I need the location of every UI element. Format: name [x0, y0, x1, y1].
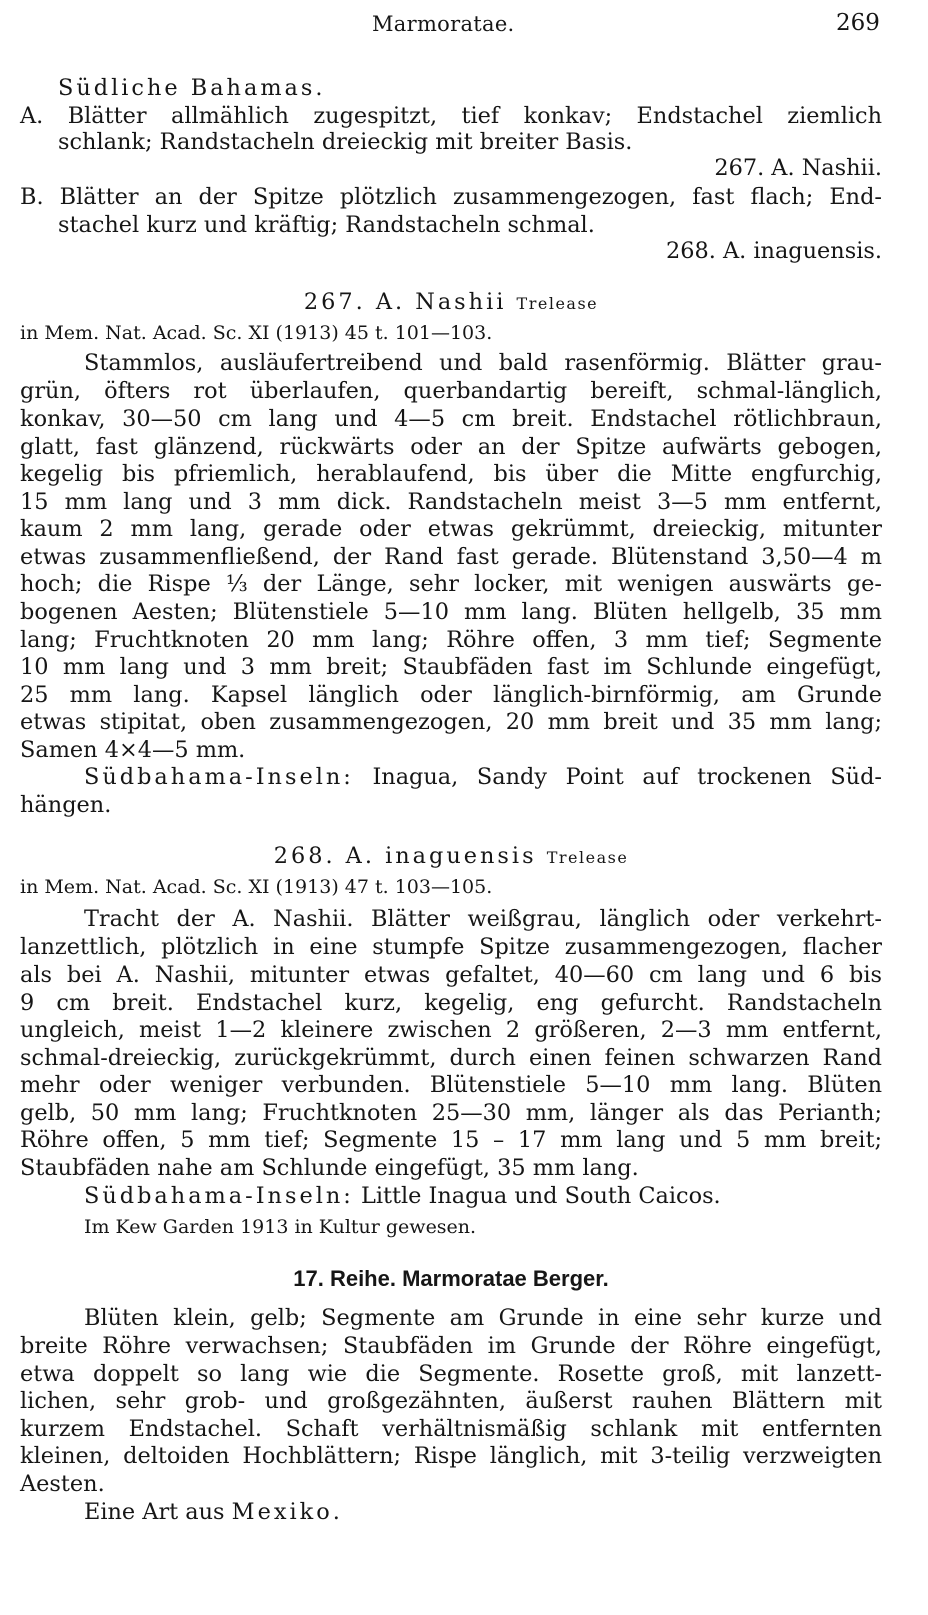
species-268-distribution-label: Südbahama-Inseln:: [84, 1183, 354, 1209]
species-268-desc-line: lanzettlich, plötzlich in eine stumpfe Spitze zusammengezogen, flacher: [20, 934, 882, 960]
series-17-desc-line: kurzem Endstachel. Schaft verhältnismäßig schlank mit entfernten: [20, 1416, 882, 1442]
species-267-distribution: [84, 762, 882, 792]
key-b-line-1: B. Blätter an der Spitze plötzlich zusammengezogen, fast flach; End-: [20, 184, 882, 210]
page-number: 269: [836, 10, 880, 36]
species-267-desc-line: konkav, 30—50 cm lang und 4—5 cm breit. Endstachel rötlichbraun,: [20, 406, 882, 432]
species-268-desc-line: Röhre offen, 5 mm tief; Segmente 15 – 17 mm lang und 5 mm breit;: [20, 1127, 882, 1153]
species-268-desc-line: mehr oder weniger verbunden. Blütenstiele 5—10 mm lang. Blüten: [20, 1072, 882, 1098]
species-267-desc-line: 15 mm lang und 3 mm dick. Randstacheln meist 3—5 mm entfernt,: [20, 489, 882, 515]
species-267-name: 267. A. Nashii: [303, 289, 517, 315]
species-267-desc-line: Stammlos, ausläufertreibend und bald rasenförmig. Blätter grau-: [84, 350, 882, 376]
species-267-desc-line: grün, öfters rot überlaufen, querbandartig bereift, schmal-länglich,: [20, 378, 882, 404]
species-267-desc-line: glatt, fast glänzend, rückwärts oder an der Spitze aufwärts gebogen,: [20, 434, 882, 460]
series-17-desc-line: Aesten.: [20, 1471, 105, 1497]
species-268-desc-line: schmal-dreieckig, zurückgekrümmt, durch einen feinen schwarzen Rand: [20, 1045, 882, 1071]
species-268-desc-line: Staubfäden nahe am Schlunde eingefügt, 35 mm lang.: [20, 1155, 639, 1181]
series-17-desc-line: kleinen, deltoiden Hochblättern; Rispe länglich, mit 3-teilig verzweigten: [20, 1443, 882, 1469]
species-267-distribution-label: Südbahama-Inseln:: [84, 764, 354, 790]
series-17-closing: [84, 1497, 882, 1527]
series-17-desc-line: breite Röhre verwachsen; Staubfäden im Grunde der Röhre eingefügt,: [20, 1333, 882, 1359]
species-267-desc-line: kegelig bis pfriemlich, herablaufend, bis über die Mitte engfurchig,: [20, 461, 882, 487]
species-268-distribution: [84, 1181, 882, 1211]
species-268-desc-line: Tracht der A. Nashii. Blätter weißgrau, länglich oder verkehrt-: [84, 906, 882, 932]
series-17-desc-line: lichen, sehr grob- und großgezähnten, äußerst rauhen Blättern mit: [20, 1388, 882, 1414]
key-b-line-2: stachel kurz und kräftig; Randstacheln schmal.: [58, 212, 595, 238]
species-268-author: Trelease: [546, 848, 629, 867]
species-267-desc-line: etwas stipitat, oben zusammengezogen, 20 mm breit und 35 mm lang;: [20, 709, 882, 735]
key-a-result: 267. A. Nashii.: [714, 155, 882, 181]
species-268-heading: [20, 841, 882, 873]
series-17-closing-place: Mexiko: [231, 1499, 333, 1525]
key-b-result: 268. A. inaguensis.: [666, 238, 882, 264]
species-267-desc-line: etwas zusammenfließend, der Rand fast gerade. Blütenstand 3,50—4 m: [20, 544, 882, 570]
species-268-note: Im Kew Garden 1913 in Kultur gewesen.: [84, 1216, 477, 1238]
series-17-desc-line: Blüten klein, gelb; Segmente am Grunde in eine sehr kurze und: [84, 1305, 882, 1331]
series-17-closing-prefix: Eine Art aus: [84, 1499, 232, 1525]
species-267-distribution-text: Inagua, Sandy Point auf trockenen Süd-: [353, 764, 882, 790]
species-268-desc-line: gelb, 50 mm lang; Fruchtknoten 25—30 mm, länger als das Perianth;: [20, 1100, 882, 1126]
species-268-desc-line: ungleich, meist 1—2 kleinere zwischen 2 größeren, 2—3 mm entfernt,: [20, 1017, 882, 1043]
species-267-desc-line: Samen 4×4—5 mm.: [20, 737, 246, 763]
species-267-desc-line: bogenen Aesten; Blütenstiele 5—10 mm lang. Blüten hellgelb, 35 mm: [20, 599, 882, 625]
species-267-desc-line: 25 mm lang. Kapsel länglich oder länglich-birnförmig, am Grunde: [20, 682, 882, 708]
series-17-desc-line: etwa doppelt so lang wie die Segmente. Rosette groß, mit lanzett-: [20, 1361, 882, 1387]
species-267-author: Trelease: [516, 294, 599, 313]
running-header-title: Marmoratae.: [372, 12, 515, 36]
species-268-reference: in Mem. Nat. Acad. Sc. XI (1913) 47 t. 103—105.: [20, 876, 493, 898]
series-17-closing-suffix: .: [332, 1499, 340, 1525]
species-267-distribution-cont: hängen.: [20, 792, 112, 818]
species-267-desc-line: kaum 2 mm lang, gerade oder etwas gekrümmt, dreieckig, mitunter: [20, 516, 882, 542]
species-268-desc-line: als bei A. Nashii, mitunter etwas gefaltet, 40—60 cm lang und 6 bis: [20, 962, 882, 988]
species-267-desc-line: lang; Fruchtknoten 20 mm lang; Röhre offen, 3 mm tief; Segmente: [20, 627, 882, 653]
species-268-distribution-text: Little Inagua und South Caicos.: [353, 1183, 721, 1209]
species-268-desc-line: 9 cm breit. Endstachel kurz, kegelig, eng gefurcht. Randstacheln: [20, 990, 882, 1016]
key-a-line-2: schlank; Randstacheln dreieckig mit breiter Basis.: [58, 129, 633, 155]
species-267-desc-line: 10 mm lang und 3 mm breit; Staubfäden fast im Schlunde eingefügt,: [20, 654, 882, 680]
series-17-heading: 17. Reihe. Marmoratae Berger.: [293, 1266, 609, 1291]
key-a-line-1: A. Blätter allmählich zugespitzt, tief konkav; Endstachel ziemlich: [20, 103, 882, 129]
species-267-heading: [20, 287, 882, 319]
species-267-reference: in Mem. Nat. Acad. Sc. XI (1913) 45 t. 101—103.: [20, 322, 493, 344]
species-267-desc-line: hoch; die Rispe ⅓ der Länge, sehr locker, mit wenigen auswärts ge-: [20, 571, 882, 597]
species-268-name: 268. A. inaguensis: [273, 843, 547, 869]
key-intro: Südliche Bahamas.: [58, 75, 326, 101]
